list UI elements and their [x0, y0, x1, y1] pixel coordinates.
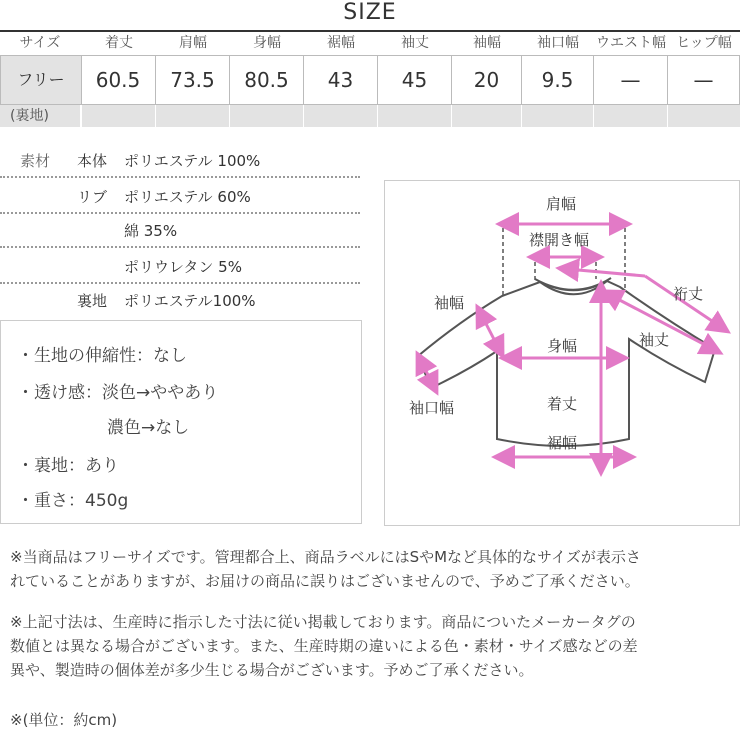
label-hem: 裾幅 [547, 434, 578, 452]
label-cuff: 袖口幅 [409, 399, 455, 417]
header-waist: ウエスト幅 [596, 35, 666, 51]
material-part: 裏地 [77, 292, 108, 310]
footnote-measurements [10, 610, 638, 682]
value-sleeve-length: 45 [378, 55, 452, 105]
footnote-line: れていることがありますが、お届けの商品に誤りはございませんので、予めご了承ください。 [10, 572, 640, 590]
lining-cell [82, 105, 155, 127]
material-row [0, 248, 360, 284]
lining-cell [156, 105, 229, 127]
footnote-line: 数値とは異なる場合がございます。また、生産時期の違いによる色・素材・サイズ感などの差 [10, 637, 638, 655]
footnote-free-size [10, 545, 641, 593]
garment-diagram [384, 180, 740, 526]
lining-cell [378, 105, 451, 127]
footnote-line: 異や、製造時の個体差が多少生じる場合がございます。予めご了承ください。 [10, 661, 534, 679]
material-text: ポリエステル 100% [124, 152, 261, 170]
materials-label: 素材 [20, 152, 51, 170]
value-length: 60.5 [81, 55, 156, 105]
lining-cell [230, 105, 303, 127]
value-hem: 43 [304, 55, 378, 105]
size-label: フリー [0, 55, 82, 105]
label-shoulder: 肩幅 [546, 195, 577, 213]
label-neck: 襟開き幅 [529, 231, 590, 249]
lining-cell [522, 105, 593, 127]
size-table-header [0, 32, 740, 54]
label-body-width: 身幅 [547, 337, 578, 355]
header-body-width: 身幅 [253, 35, 281, 51]
value-hip: — [668, 55, 740, 105]
footnote-line: ※当商品はフリーサイズです。管理都合上、商品ラベルにはSやMなど具体的なサイズが表示さ [10, 548, 641, 566]
header-hip: ヒップ幅 [676, 35, 732, 51]
material-row [0, 178, 360, 214]
header-sleeve-length: 袖丈 [401, 35, 429, 51]
property-sheer: ・透け感：淡色→ややあり [17, 383, 219, 403]
label-sleeve-length: 袖丈 [639, 331, 670, 349]
header-cuff: 袖口幅 [537, 35, 579, 51]
properties-box [0, 320, 362, 524]
header-size: サイズ [19, 35, 61, 51]
material-text: ポリエステル100% [124, 292, 256, 310]
material-part: 本体 [77, 152, 108, 170]
value-sleeve-width: 20 [452, 55, 522, 105]
property-weight: ・重さ：450g [17, 491, 129, 511]
lining-cell [668, 105, 740, 127]
label-sleeve-width: 袖幅 [434, 294, 465, 312]
material-row [0, 142, 360, 178]
material-text: ポリエステル 60% [124, 188, 251, 206]
label-length: 着丈 [547, 395, 578, 413]
lining-cell [304, 105, 377, 127]
footnote-unit [10, 708, 117, 732]
header-hem: 裾幅 [327, 35, 355, 51]
lining-cell [452, 105, 521, 127]
value-shoulder: 73.5 [156, 55, 230, 105]
size-row [0, 55, 740, 105]
value-body-width: 80.5 [230, 55, 304, 105]
material-row [0, 282, 360, 316]
lining-label: (裏地) [0, 105, 80, 127]
property-lining: ・裏地：あり [17, 456, 119, 476]
label-raglan: 裄丈 [673, 285, 704, 303]
materials-section [0, 142, 362, 318]
material-text: 綿 35% [124, 222, 178, 240]
header-sleeve-width: 袖幅 [473, 35, 501, 51]
material-text: ポリウレタン 5% [124, 258, 242, 276]
property-sheer-dark: 濃色→なし [107, 418, 190, 438]
value-waist: — [594, 55, 668, 105]
material-row [0, 212, 360, 248]
footnote-line: ※(単位：約cm) [10, 711, 118, 729]
page-title: SIZE [343, 0, 397, 25]
lining-cell [594, 105, 667, 127]
material-part: リブ [77, 188, 108, 206]
footnote-line: ※上記寸法は、生産時に指示した寸法に従い掲載しております。商品についたメーカータグの [10, 613, 636, 631]
lining-row [0, 105, 740, 127]
header-length: 着丈 [105, 35, 133, 51]
header-shoulder: 肩幅 [179, 35, 207, 51]
value-cuff: 9.5 [522, 55, 594, 105]
property-stretch: ・生地の伸縮性：なし [17, 346, 187, 366]
